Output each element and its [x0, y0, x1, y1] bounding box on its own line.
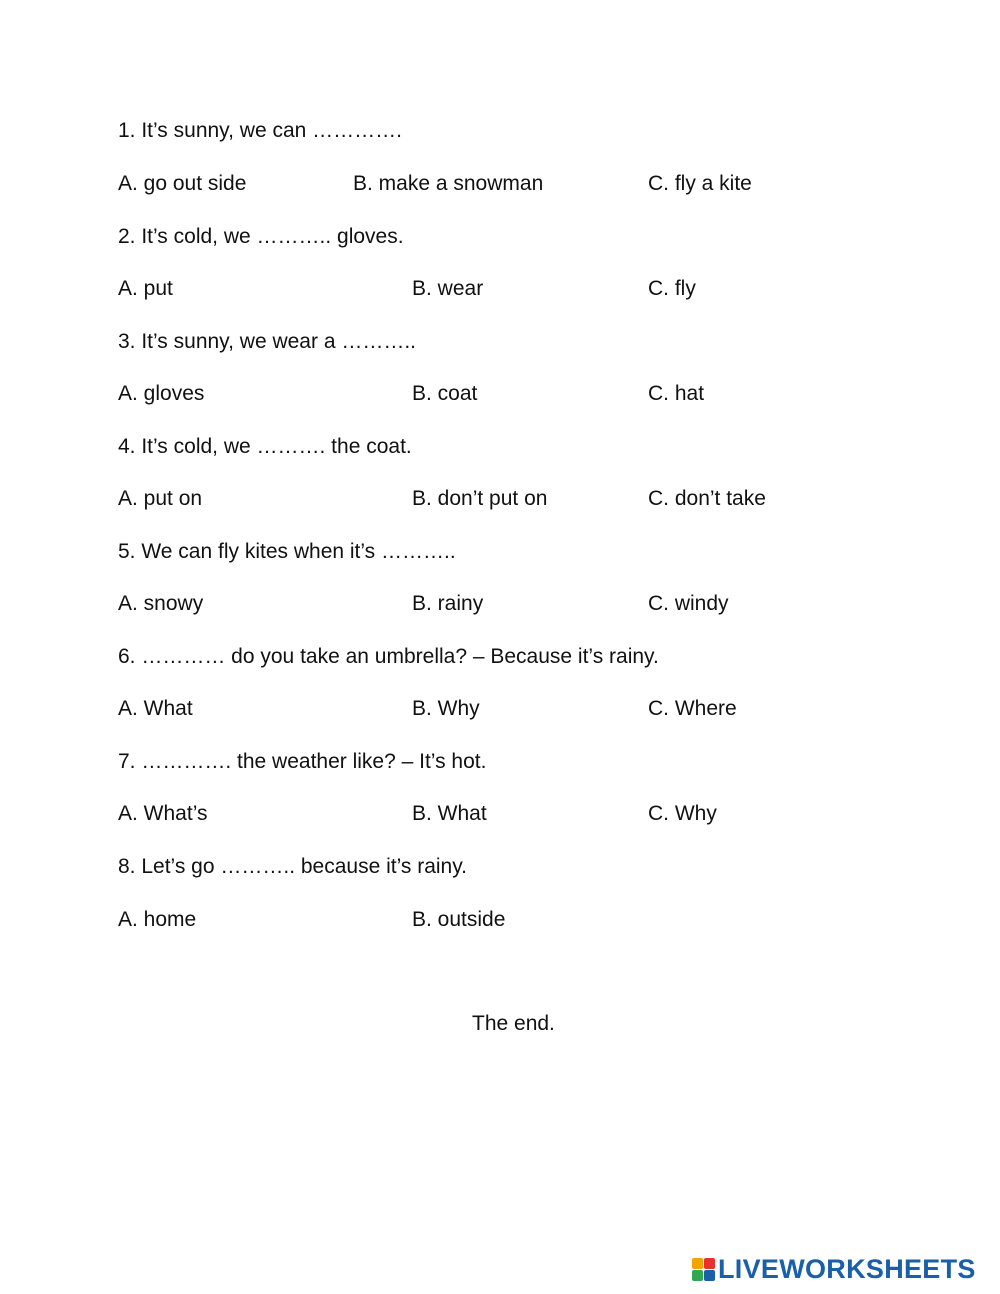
liveworksheets-logo — [692, 1253, 976, 1285]
question-6-stem: 6. ………… do you take an umbrella? – Because it’s rainy. — [118, 645, 659, 668]
question-8-option-b[interactable]: B. outside — [412, 908, 506, 931]
question-1-option-b[interactable]: B. make a snowman — [353, 172, 544, 195]
logo-square-1 — [692, 1258, 703, 1269]
logo-square-2 — [704, 1258, 715, 1269]
question-1-option-c[interactable]: C. fly a kite — [648, 172, 752, 195]
question-4-option-b[interactable]: B. don’t put on — [412, 487, 548, 510]
question-2-option-c[interactable]: C. fly — [648, 277, 696, 300]
question-2-option-a[interactable]: A. put — [118, 277, 173, 300]
question-1-stem: 1. It’s sunny, we can …………. — [118, 119, 402, 142]
question-3-option-b[interactable]: B. coat — [412, 382, 478, 405]
question-7-option-c[interactable]: C. Why — [648, 802, 717, 825]
question-3-option-a[interactable]: A. gloves — [118, 382, 205, 405]
question-6-option-c[interactable]: C. Where — [648, 697, 737, 720]
logo-square-3 — [692, 1270, 703, 1281]
question-8-option-a[interactable]: A. home — [118, 908, 197, 931]
question-7-option-a[interactable]: A. What’s — [118, 802, 208, 825]
liveworksheets-logo-icon — [692, 1258, 715, 1281]
question-2-option-b[interactable]: B. wear — [412, 277, 484, 300]
question-4-option-a[interactable]: A. put on — [118, 487, 203, 510]
question-8-stem: 8. Let’s go ……….. because it’s rainy. — [118, 855, 468, 878]
question-5-stem: 5. We can fly kites when it’s ……….. — [118, 540, 456, 563]
question-5-option-a[interactable]: A. snowy — [118, 592, 204, 615]
question-5-option-c[interactable]: C. windy — [648, 592, 729, 615]
question-3-option-c[interactable]: C. hat — [648, 382, 705, 405]
question-7-stem: 7. …………. the weather like? – It’s hot. — [118, 750, 487, 773]
closing-text: The end. — [472, 1012, 555, 1035]
question-5-option-b[interactable]: B. rainy — [412, 592, 484, 615]
question-1-option-a[interactable]: A. go out side — [118, 172, 247, 195]
question-2-stem: 2. It’s cold, we ……….. gloves. — [118, 225, 404, 248]
question-4-option-c[interactable]: C. don’t take — [648, 487, 766, 510]
question-6-option-b[interactable]: B. Why — [412, 697, 480, 720]
liveworksheets-logo-text: LIVEWORKSHEETS — [718, 1253, 976, 1284]
question-6-option-a[interactable]: A. What — [118, 697, 193, 720]
question-4-stem: 4. It’s cold, we ………. the coat. — [118, 435, 412, 458]
question-7-option-b[interactable]: B. What — [412, 802, 487, 825]
logo-square-4 — [704, 1270, 715, 1281]
question-3-stem: 3. It’s sunny, we wear a ……….. — [118, 330, 416, 353]
